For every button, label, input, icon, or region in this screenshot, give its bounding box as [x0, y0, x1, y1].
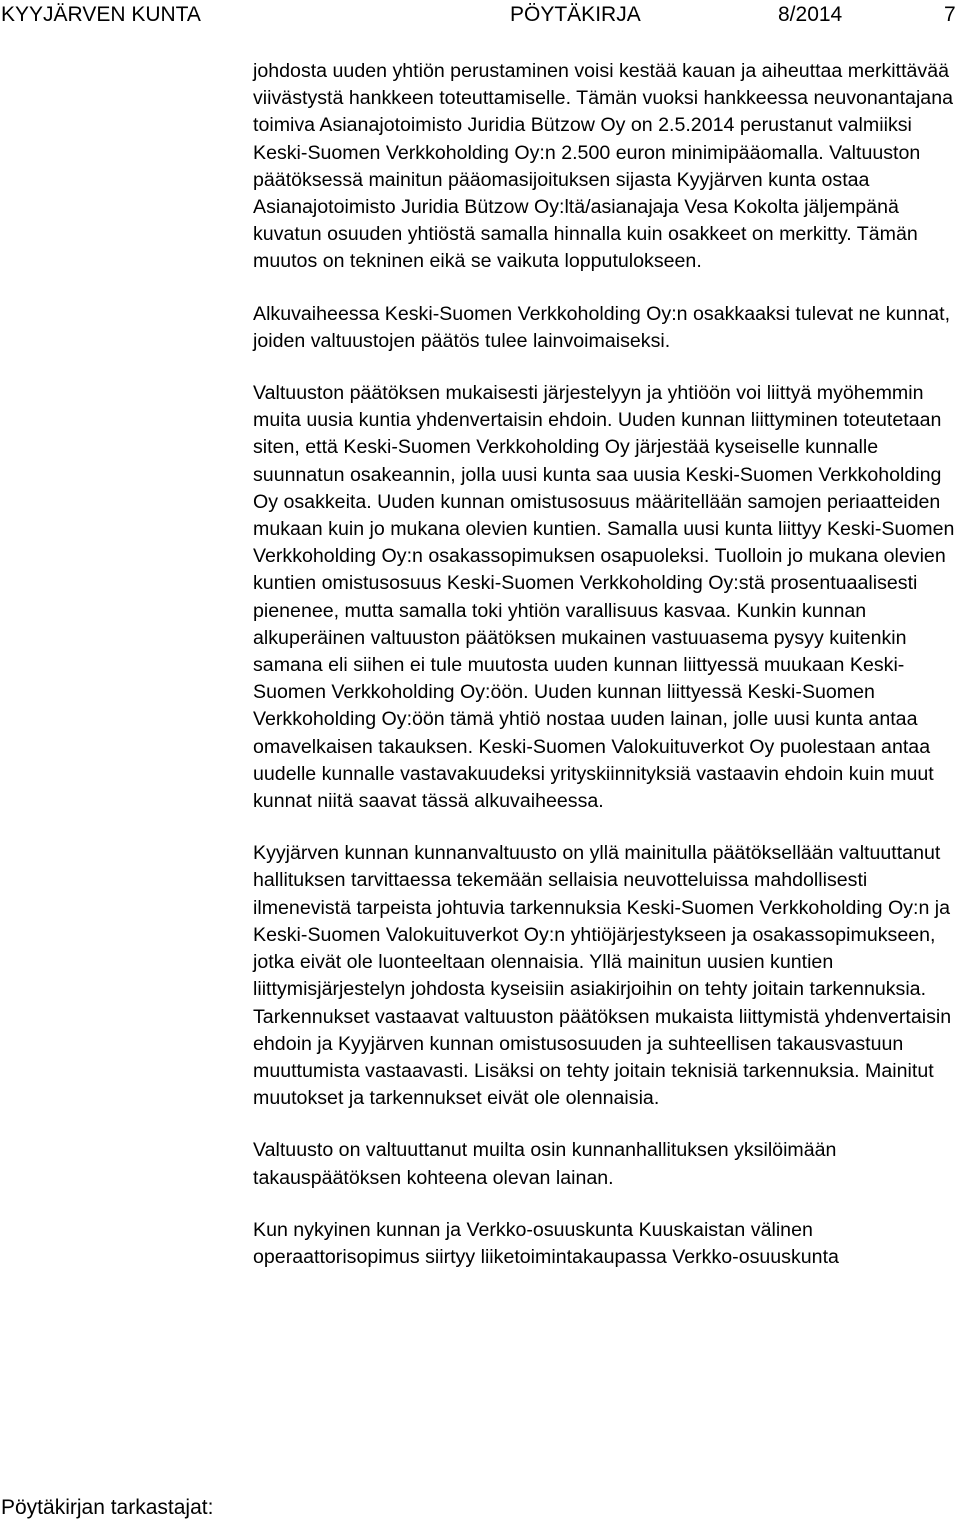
paragraph-4: Kyyjärven kunnan kunnanvaltuusto on yllä mainitulla päätöksellään valtuuttanut hallituksen tarvittaessa tekemään sellaisia neuvotteluissa mahdollisesti ilmenevistä tarpeista johtuvia tarkennuksia Keski-Suomen Verkkoholding Oy:n ja Keski-Suomen Valokuituverkot Oy:n yhtiöjärjestykseen ja osakassopimukseen, jotka eivät ole luonteeltaan olennaisia. Yllä mainitun uusien kuntien liittymisjärjestelyn johdosta kyseisiin asiakirjoihin on tehty joitain tarkennuksia. Tarkennukset vastaavat valtuuston päätöksen mukaista liittymistä yhdenvertaisin ehdoin ja Kyyjärven kunnan omistusosuuden ja suhteellisen takausvastuun muuttumista vastaavasti. Lisäksi on tehty joitain teknisiä tarkennuksia. Mainitut muutokset ja tarkennukset eivät ole olennaisia. [253, 842, 952, 1110]
paragraph-2: Alkuvaiheessa Keski-Suomen Verkkoholding Oy:n osakkaaksi tulevat ne kunnat, joiden valtuustojen päätös tulee lainvoimaiseksi. [253, 302, 951, 352]
document-body [253, 58, 960, 1271]
paragraph-5: Valtuusto on valtuuttanut muilta osin kunnanhallituksen yksilöimään takauspäätöksen kohteena olevan lainan. [253, 1139, 837, 1189]
minutes-reviewers-label: Pöytäkirjan tarkastajat: [1, 1496, 214, 1519]
page-number: 7 [944, 3, 956, 26]
page-header [0, 0, 960, 30]
paragraph-1: johdosta uuden yhtiön perustaminen voisi kestää kauan ja aiheuttaa merkittävää viivästystä hankkeen toteuttamiselle. Tämän vuoksi hankkeessa neuvonantajana toimiva Asianajotoimisto Juridia Bützow Oy on 2.5.2014 perustanut valmiiksi Keski-Suomen Verkkoholding Oy:n 2.500 euron minimipääomalla. Valtuuston päätöksessä mainitun pääomasijoituksen sijasta Kyyjärven kunta ostaa Asianajotoimisto Juridia Bützow Oy:ltä/asianajaja Vesa Kokolta jäljempänä kuvatun osuuden yhtiöstä samalla hinnalla kuin osakkeet on merkitty. Tämän muutos on tekninen eikä se vaikuta lopputulokseen. [253, 60, 953, 273]
paragraph-3: Valtuuston päätöksen mukaisesti järjestelyyn ja yhtiöön voi liittyä myöhemmin muita uusia kuntia yhdenvertaisin ehdoin. Uuden kunnan liittyminen toteutetaan siten, että Keski-Suomen Verkkoholding Oy järjestää kyseiselle kunnalle suunnatun osakeannin, jolla uusi kunta saa uusia Keski-Suomen Verkkoholding Oy osakkeita. Uuden kunnan omistusosuus määritellään samojen periaatteiden mukaan kuin jo mukana olevien kuntien. Samalla uusi kunta liittyy Keski-Suomen Verkkoholding Oy:n osakassopimuksen osapuoleksi. Tuolloin jo mukana olevien kuntien omistusosuus Keski-Suomen Verkkoholding Oy:stä prosentuaalisesti pienenee, mutta samalla toki yhtiön varallisuus kasvaa. Kunkin kunnan alkuperäinen valtuuston päätöksen mukainen vastuuasema pysyy kuitenkin samana eli siihen ei tule muutosta uuden kunnan liittyessä muukaan Keski-Suomen Verkkoholding Oy:öön. Uuden kunnan liittyessä Keski-Suomen Verkkoholding Oy:öön tämä yhtiö nostaa uuden lainan, jolle uusi kunta antaa omavelkaisen takauksen. Keski-Suomen Valokuituverkot Oy puolestaan antaa uudelle kunnalle vastavakuudeksi yrityskiinnityksiä vastaavin ehdoin kuin muut kunnat niitä saavat tässä alkuvaiheessa. [253, 382, 955, 813]
organization-name: KYYJÄRVEN KUNTA [1, 3, 201, 26]
paragraph-6: Kun nykyinen kunnan ja Verkko-osuuskunta Kuuskaistan välinen operaattorisopimus siirtyy liiketoimintakaupassa Verkko-osuuskunta [253, 1218, 839, 1268]
document-number: 8/2014 [778, 3, 843, 26]
document-type: PÖYTÄKIRJA [510, 3, 641, 26]
